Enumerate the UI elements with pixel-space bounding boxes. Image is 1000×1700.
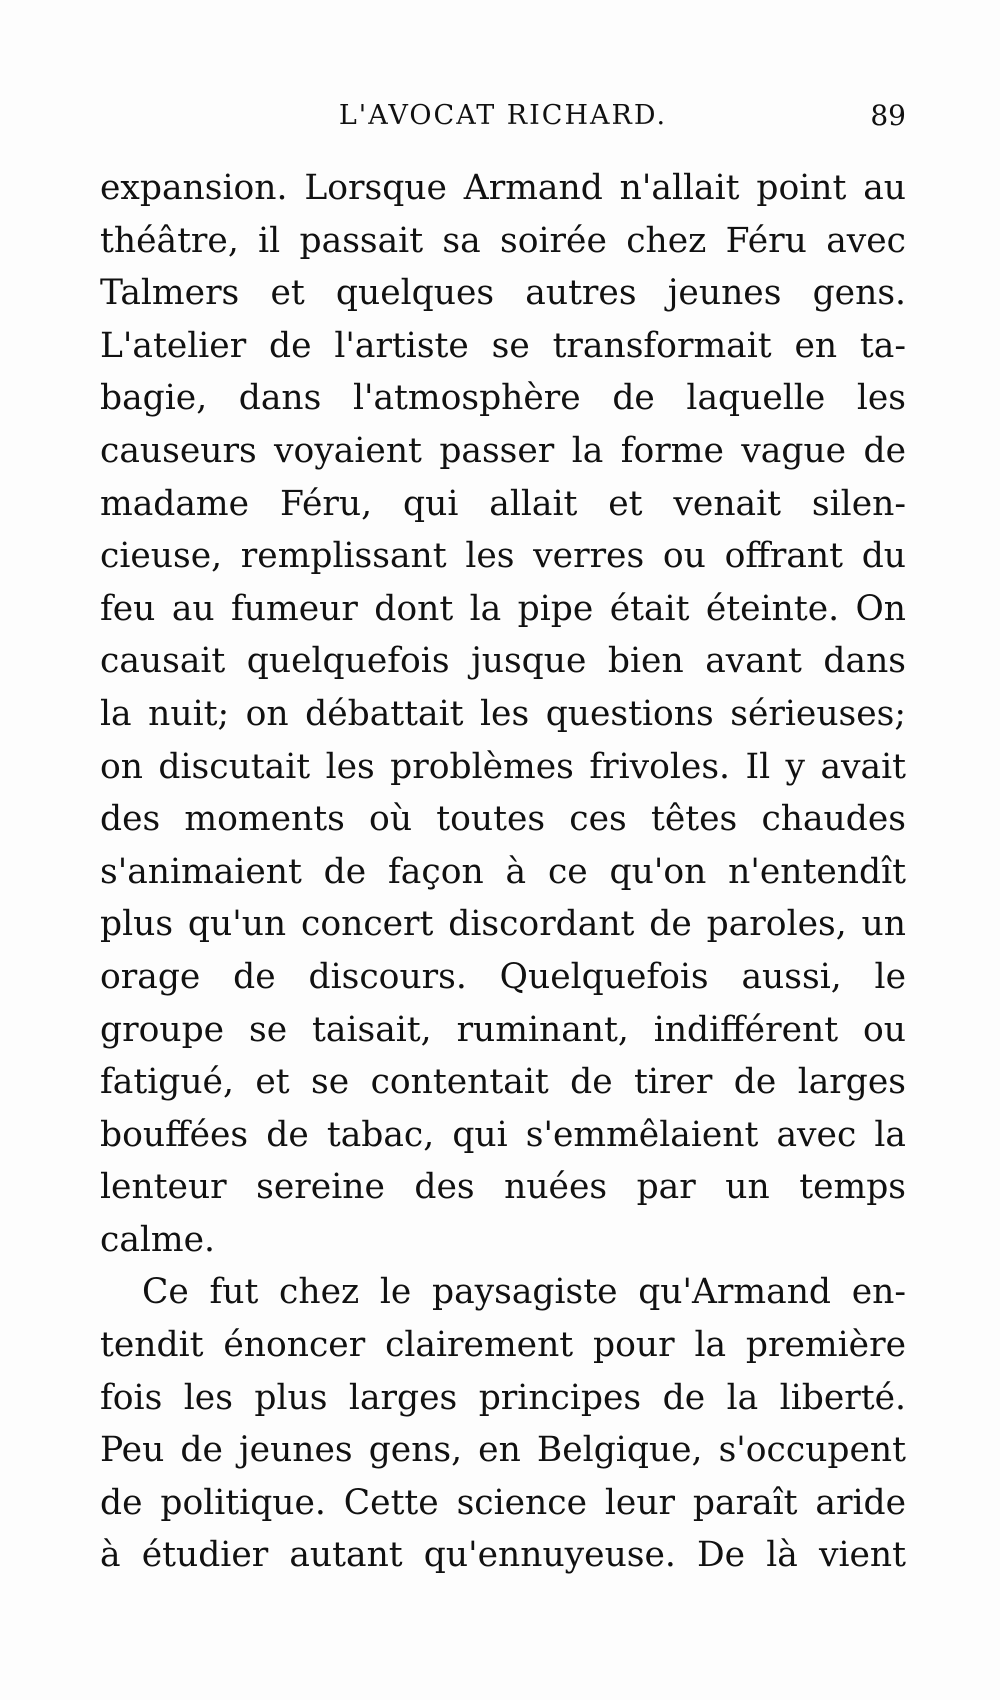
- text-line: causeurs voyaient passer la forme vague de: [100, 430, 906, 471]
- text-line: madame Féru, qui allait et venait silen-: [100, 483, 906, 524]
- text-line: on discutait les problèmes frivoles. Il y avait: [100, 746, 906, 787]
- text-line: bouffées de tabac, qui s'emmêlaient avec la: [100, 1114, 906, 1155]
- text-line: tendit énoncer clairement pour la première: [100, 1325, 906, 1366]
- page-number: 89: [870, 99, 906, 132]
- text-line: orage de discours. Quelquefois aussi, le: [100, 956, 906, 997]
- text-line: Peu de jeunes gens, en Belgique, s'occupent: [100, 1430, 906, 1471]
- text-line: Talmers et quelques autres jeunes gens.: [100, 273, 906, 314]
- running-head: [100, 96, 906, 136]
- text-line: Ce fut chez le paysagiste qu'Armand en-: [142, 1272, 906, 1313]
- body-text: [100, 162, 906, 1582]
- text-line: s'animaient de façon à ce qu'on n'entendît: [100, 851, 906, 892]
- text-line: feu au fumeur dont la pipe était éteinte. On: [100, 588, 906, 629]
- text-line: à étudier autant qu'ennuyeuse. De là vient: [100, 1535, 906, 1576]
- text-line: bagie, dans l'atmosphère de laquelle les: [100, 378, 906, 419]
- text-line: fatigué, et se contentait de tirer de larges: [100, 1062, 906, 1103]
- running-title: L'AVOCAT RICHARD.: [338, 100, 668, 131]
- text-line: expansion. Lorsque Armand n'allait point au: [100, 168, 906, 208]
- text-line: de politique. Cette science leur paraît aride: [100, 1482, 906, 1523]
- text-line: théâtre, il passait sa soirée chez Féru avec: [100, 220, 906, 261]
- text-line: plus qu'un concert discordant de paroles, un: [100, 904, 906, 945]
- text-line: L'atelier de l'artiste se transformait en ta-: [100, 325, 906, 366]
- text-line: groupe se taisait, ruminant, indifférent ou: [100, 1009, 906, 1050]
- text-line: calme.: [100, 1219, 216, 1260]
- text-line: des moments où toutes ces têtes chaudes: [100, 799, 906, 840]
- text-line: la nuit; on débattait les questions sérieuses;: [100, 693, 906, 734]
- text-line: fois les plus larges principes de la liberté.: [100, 1377, 906, 1418]
- text-line: lenteur sereine des nuées par un temps: [100, 1167, 906, 1208]
- text-line: causait quelquefois jusque bien avant dans: [100, 641, 906, 682]
- text-line: cieuse, remplissant les verres ou offrant du: [100, 536, 906, 577]
